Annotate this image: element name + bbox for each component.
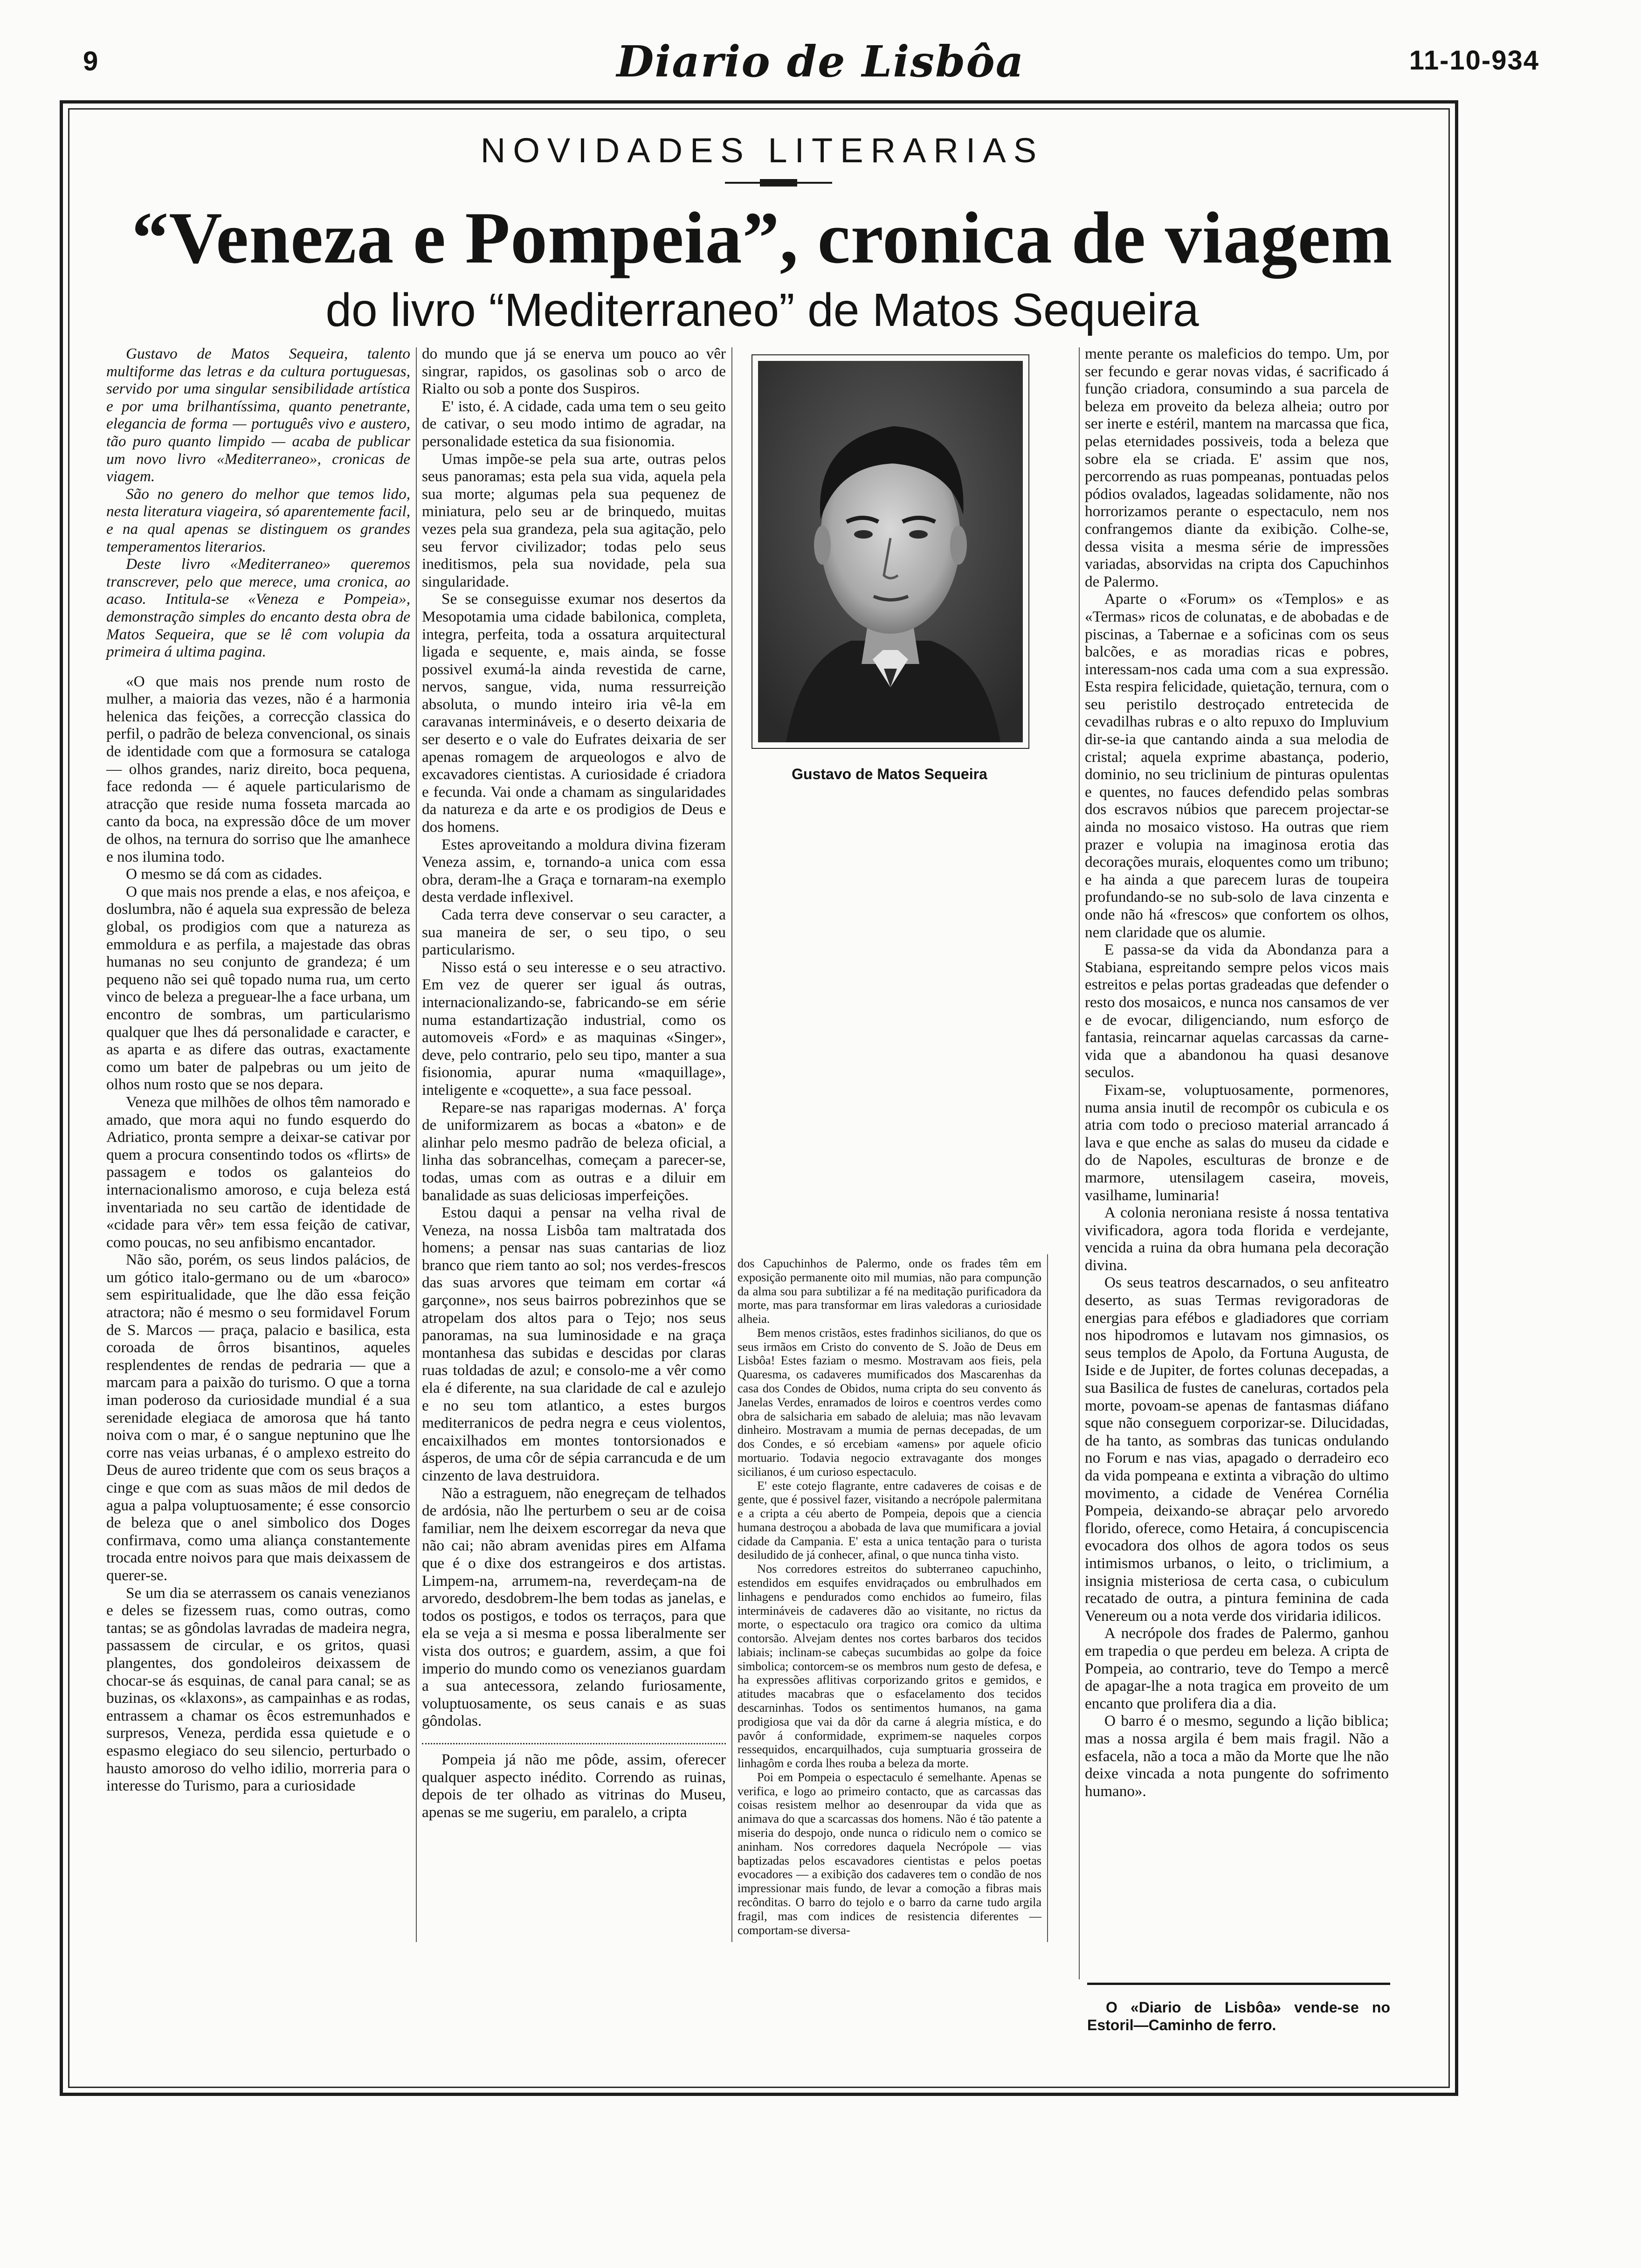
article-paragraph: A colonia neroniana resiste á nossa tentativa vivificadora, agora toda florida e verdejante, vencida a ruina da obra humana pela decoração divina.	[1085, 1204, 1389, 1274]
article-paragraph: Veneza que milhões de olhos têm namorado e amado, que mora aqui no fundo esquerdo do Adriatico, pronta sempre a deixar-se cativar por quem a procura consentindo todos os «flirts» de passagem e todos os galanteios do internacionalismo amoroso, e cuja beleza está inventariada no seu cartão de identidade de «cidade para vêr» tem essa feição de cativar, como poucas, no seu anfibismo encantador.	[106, 1093, 410, 1251]
article-column-1	[106, 345, 410, 1795]
column-rule	[1047, 1254, 1048, 1942]
issue-date: 11-10-934	[1409, 45, 1539, 76]
column-rule	[416, 347, 417, 1942]
article-paragraph: Repare-se nas raparigas modernas. A' força de uniformizarem as bocas a «baton» e de alinhar pelo mesmo padrão de beleza oficial, a linha das sobrancelhas, começam a parecer-se, todas, umas com as outras e a diluir em banalidade as suas deliciosas imperfeições.	[422, 1099, 726, 1204]
masthead: Diario de Lisbôa	[616, 36, 1025, 87]
column-4-body	[1085, 345, 1389, 1800]
subheadline: do livro “Mediterraneo” de Matos Sequeira	[325, 284, 1199, 336]
article-paragraph: São no genero do melhor que temos lido, nesta literatura viageira, só aparentemente facil, e na qual apenas se distinguem os grandes temperamentos literarios.	[106, 485, 410, 555]
article-paragraph: do mundo que já se enerva um pouco ao vêr singrar, rapidos, os gasolinas sob o arco de Rialto ou sob a ponte dos Suspiros.	[422, 345, 726, 398]
article-paragraph: Umas impõe-se pela sua arte, outras pelos seus panoramas; esta pela sua vida, aquela pela sua morte; algumas pela sua pequenez de miniatura, pelo seu ar de brinquedo, muitas vezes pela sua grandeza, pela sua agitação, pelo seu fervor civilizador; todas pelo seus ineditismos, pela sua novidade, pela sua singularidade.	[422, 450, 726, 590]
page-number: 9	[83, 46, 98, 76]
article-paragraph: Estes aproveitando a moldura divina fizeram Veneza assim, e, tornando-a unica com essa obra, deram-lhe a Graça e tornaram-na exemplo desta verdade inflexivel.	[422, 836, 726, 906]
article-paragraph: A necrópole dos frades de Palermo, ganhou em trapedia o que perdeu em beleza. A cripta de Pompeia, ao contrario, teve do Tempo a mercê de apagar-lhe a nota tragica em proveito de um encanto que prolifera dia a dia.	[1085, 1625, 1389, 1712]
column-3-body	[738, 1257, 1041, 1937]
article-paragraph: Pompeia já não me pôde, assim, oferecer qualquer aspecto inédito. Correndo as ruinas, depois de ter olhado as vitrinas do Museu, apenas se me sugeriu, em paralelo, a cripta	[422, 1750, 726, 1821]
column-rule	[1079, 347, 1080, 1979]
section-divider	[422, 1743, 726, 1751]
article-paragraph: Nisso está o seu interesse e o seu atractivo. Em vez de querer ser igual ás outras, internacionalizando-se, fabricando-se em série numa estandartização industrial, como os automoveis «Ford» e as maquinas «Singer», deve, pelo contrario, pelo seu tipo, manter a sua fisionomia, apurar numa «maquillage», inteligente e «coquette», a sua face pessoal.	[422, 958, 726, 1099]
kicker-ornament	[760, 179, 797, 187]
author-portrait	[758, 361, 1023, 742]
section-kicker: NOVIDADES LITERARIAS	[480, 131, 1044, 170]
article-paragraph: Se se conseguisse exumar nos desertos da Mesopotamia uma cidade babilonica, completa, integra, perfeita, toda a ossatura arquitectural ligada e sequente, e, mais ainda, se fosse possivel exumá-la ainda revestida de carne, nervos, sangue, vida, numa ressurreição absoluta, o mundo inteiro iria vê-la em caravanas intermináveis, e o deserto deixaria de ser deserto e o vale do Eufrates deixaria de ser apenas romagem de arqueologos e alvo de excavadores cientistas. A curiosidade é criadora e fecunda. Vai onde a chamam as singularidades da natureza e da arte e os prodigios de Deus e dos homens.	[422, 590, 726, 836]
article-paragraph: Não a estraguem, não enegreçam de telhados de ardósia, não lhe perturbem o seu ar de coisa familiar, nem lhe deixem escorregar da neva que não cai; não abram avenidas pires em Alfama que é o dixe dos estrangeiros e dos artistas. Limpem-na, arrumem-na, reverdeçam-na de arvoredo, desdobrem-lhe bem todas as janelas, e todos os postigos, e todos os terraços, para que ela se veja a si mesma e possa liberalmente ser vista dos outros; e guardem, assim, a que foi imperio do mundo como os venezianos guardam a sua antecessora, zelando furiosamente, voluptuosamente, os seus canais e as suas gôndolas.	[422, 1484, 726, 1730]
article-paragraph: Não são, porém, os seus lindos palácios, de um gótico italo-germano ou de um «baroco» sem espiritualidade, que lhe dão essa feição atractora; não é mesmo o seu formidavel Forum de S. Marcos — praça, palacio e basilica, esta coroada de ôrros bisantinos, aqueles resplendentes de rendas de pedraria — que a marcam para a paixão do turismo. O que a torna iman poderoso da curiosidade mundial é a sua serenidade elegiaca de amorosa que há tanto noiva com o mar, é o sangue neptunino que lhe corre nas veias urbanas, é o amplexo estreito do Deus de aureo tridente que com os seus braços a cinge e que com as suas mãos de mil dedos de agua a palpa voluptuosamente; é esse consorcio de beleza que o anel simbolico dos Doges confirmava, como uma aliança constantemente trocada entre noivos para que mais deixassem de querer-se.	[106, 1251, 410, 1584]
column-rule	[731, 347, 732, 1942]
article-paragraph: Gustavo de Matos Sequeira, talento multiforme das letras e da cultura portuguesas, servido por uma singular sensibilidade artística e por uma brilhantíssima, quanto penetrante, elegancia de forma — português vivo e austero, tão puro quanto limpido — acaba de publicar um novo livro «Mediterraneo», cronicas de viagem.	[106, 345, 410, 485]
article-paragraph: O que mais nos prende a elas, e nos afeiçoa, e doslumbra, não é aquela sua expressão de beleza global, os prodigios com que a natureza as emmoldura e as perfila, a majestade das obras humanas no seu conjunto de grandeza; é um pequeno não sei quê topado numa rua, um certo vinco de beleza a preguear-lhe a face urbana, um encontro de sombras, um particularismo qualquer que lhes dá personalidade e caracter, e as aparta e as difere das outras, exactamente como um bater de palpebras ou um jeito de olhos num rosto que se nos depara.	[106, 883, 410, 1093]
article-column-3	[738, 1257, 1041, 1937]
headline: “Veneza e Pompeia”, cronica de viagem	[131, 197, 1393, 279]
article-paragraph: E passa-se da vida da Abondanza para a Stabiana, espreitando sempre pelos vicos mais estreitos e pelas portas gradeadas que defender o resto dos mosaicos, e nunca nos cansamos de ver e de evocar, diligenciando, num esforço de fantasia, reincarnar aquelas carcassas da carne-vida que a abandonou ha quasi desanove seculos.	[1085, 941, 1389, 1081]
article-paragraph: Deste livro «Mediterraneo» queremos transcrever, pelo que merece, uma cronica, ao acaso. Intitula-se «Veneza e Pompeia», demonstração simples do encanto desta obra de Matos Sequeira, que se lê com volupia da primeira á ultima pagina.	[106, 555, 410, 661]
photo-caption: Gustavo de Matos Sequeira	[792, 766, 987, 782]
sales-notice: O «Diario de Lisbôa» vende-se no Estoril—Caminho de ferro.	[1087, 1999, 1390, 2033]
column-2-body	[422, 345, 726, 1821]
article-paragraph: Os seus teatros descarnados, o seu anfiteatro deserto, as suas Termas revigoradoras de energias para efébos e gladiadores que corriam nos hipodromos e lutavam nos gimnasios, os seus templos de Apolo, da Fortuna Augusta, de Iside e de Jupiter, de fortes colunas decepadas, a sua Basilica de fustes de caneluras, cortados pela morte, povoam-se apenas de fantasmas diáfano sque não conseguem corporizar-se. Dilucidadas, de ha tanto, as sombras das tunicas ondulando no Forum e nas vias, apagado o derradeiro eco da vida pompeana e extinta a vibração do ultimo movimento, a cidade de Venérea Cornélia Pompeia, deixando-se abraçar pelo arvoredo florido, oferece, como Hetaira, á concupiscencia evocadora dos olhos de agora todos os seus intimismos urbanos, o leito, o triclimium, a insignia misteriosa de certa casa, o cubiculum recatado de outra, a pintura feminina de cada Venereum ou a nota verde dos viridaria idilicos.	[1085, 1274, 1389, 1625]
notice-rule	[1087, 1983, 1390, 1985]
article-column-2	[422, 345, 726, 1821]
article-paragraph: mente perante os maleficios do tempo. Um, por ser fecundo e gerar novas vidas, é sacrificado á função criadora, consumindo a sua parcela de beleza em proveito da beleza alheia; outro por ser inerte e estéril, mantem na marcassa que fica, pelas eternidades possiveis, toda a beleza que sobre ela se criada. E' assim que nos, percorrendo as ruas pompeanas, pontuadas pelos pódios ovalados, lageadas solidamente, não nos horrorizamos perante o espectaculo, nem nos confrangemos diante da exibição. Colhe-se, dessa visita a mesma série de impressões variadas, absorvidas na cripta dos Capuchinhos de Palermo.	[1085, 345, 1389, 590]
article-paragraph: Estou daqui a pensar na velha rival de Veneza, na nossa Lisbôa tam maltratada dos homens; a pensar nas suas cantarias de lioz branco que riem tanto ao sol; nos verdes-frescos das suas arvores que teimam em cortar «á garçonne», nos seus bairros pobrezinhos que se atropelam dos altos para o Tejo; nos seus panoramas, na sua luminosidade e na graça montanhesa das subidas e descidas por claras ruas toldadas de azul; e consolo-me a vêr como ela é diferente, na sua claridade de cal e azulejo e no seu tom atlantico, a estes burgos mediterranicos de pedra negra e ceus violentos, encaixilhados em montes tontorsionados e ásperos, de uma côr de sépia carrancuda e de um cinzento de lava destruidora.	[422, 1204, 726, 1484]
article-paragraph: Poi em Pompeia o espectaculo é semelhante. Apenas se verifica, e logo ao primeiro contacto, que as carcassas das coisas resistem melhor ao desenroupar da vida que as animava do que a scarcassas dos homens. Não é tão patente a miseria do despojo, onde nunca o ridiculo nem o comico se aninham. Nos corredores daquela Necrópole — vias baptizadas pelos escavadores cientistas e pelos poetas evocadores — a exibição dos cadaveres tem o condão de nos impressionar mais fundo, de levar a comoção a fibras mais recônditas. O barro do tejolo e o barro da carne tudo argila fragil, mas com indices de resistencia diferentes — comportam-se diversa-	[738, 1770, 1041, 1937]
article-paragraph: Nos corredores estreitos do subterraneo capuchinho, estendidos em esquifes envidraçados ou embrulhados em linhagens e pendurados como enchidos ao fumeiro, filas intermináveis de cadaveres dão ao visitante, no rictus da morte, o espectaculo ora tragico ora comico da ultima contorsão. Alvejam dentes nos cortes barbaros dos tecidos labiais; inclinam-se cabeças sucumbidas ao golpe da foice simbolica; contorcem-se os membros num gesto de defesa, e ha expressões aflitivas corporizando gritos e gemidos, e atitudes macabras que o esfacelamento dos tecidos descarninhas. Todos os sentimentos humanos, na gama prodigiosa que vai da dôr da carne á alegria mística, e do pavôr á conformidade, exprimem-se naqueles corpos ressequidos, encarquilhados, cuja sumptuaria grosseira de linhagôm e corda lhes rouba a beleza da morte.	[738, 1562, 1041, 1770]
article-paragraph: O barro é o mesmo, segundo a lição biblica; mas a nossa argila é bem mais fragil. Não a esfacela, não a toca a mão da Morte que lhe não deixe vincada a nota pungente do sofrimento humano».	[1085, 1712, 1389, 1800]
article-paragraph: E' este cotejo flagrante, entre cadaveres de coisas e de gente, que é possivel fazer, visitando a necrópole palermitana e a cripta a céu aberto de Pompeia, depois que a ciencia humana destroçou a abobada de lava que mumificara a jovial cidade da Campania. E' esta a unica tentação para o turista desiludido de já conhecer, afinal, o que nunca tinha visto.	[738, 1479, 1041, 1562]
article-paragraph: Aparte o «Forum» os «Templos» e as «Termas» ricos de colunatas, e de abobadas e de piscinas, a Tabernae e a soficinas com os seus balcões, e as moradias ricas e pobres, interessam-nos cada uma com a sua expressão. Esta respira felicidade, quietação, ternura, com o seu peristilo destroçado entretecida de cevadilhas rubras e o alto repuxo do Impluvium dir-se-ia que cantando ainda a sua melodia de cristal; aquela exprime abastança, poderio, dominio, no seu triclinium de pinturas opulentas e quentes, no fauces defendido pelas sombras dos escravos núbios que parecem projectar-se ainda no mosaico vistoso. Ha outras que riem prazer e volupia na imaginosa erotia das decorações murais, eloquentes como um tribuno; e ha ainda a que parecem luras de toupeira profundando-se no sub-solo de lava cinzenta e onde não há «frescos» que confortem os olhos, nem claridade que os alumie.	[1085, 590, 1389, 941]
column-1-body	[106, 673, 410, 1795]
article-paragraph: dos Capuchinhos de Palermo, onde os frades têm em exposição permanente oito mil mumias, não para compunção da alma sou para subtilizar a fé na meditação purificadora da morte, mas para transformar em liras valedoras a curiosidade alheia.	[738, 1257, 1041, 1326]
article-column-4	[1085, 345, 1389, 1800]
article-paragraph: «O que mais nos prende num rosto de mulher, a maioria das vezes, não é a harmonia helenica das feições, a correcção classica do perfil, o padrão de beleza convencional, os sinais de identidade com que a formosura se cataloga — olhos grandes, nariz direito, boca pequena, face redonda — é aquele particularismo de atracção que reside numa fosseta marcada ao canto da boca, na expressão dôce de um mover de olhos, na ternura do sorriso que lhe amanhece e nos ilumina todo.	[106, 672, 410, 865]
article-intro	[106, 345, 410, 661]
article-paragraph: Bem menos cristãos, estes fradinhos sicilianos, do que os seus irmãos em Cristo do convento de S. João de Deus em Lisbôa! Estes faziam o mesmo. Mostravam aos fieis, pela Quaresma, os cadaveres mumificados dos Mascarenhas da casa dos Condes de Obidos, numa cripta do seu convento ás Janelas Verdes, enramados de loiros e coentros verdes como obra de salsicharia em sabado de aleluia; mas não levavam dinheiro. Mostravam a mumia de pernas decepadas, de um dos Condes, e só ercebiam «amens» por aquele oficio mortuario. Todavia negocio extravagante dos monges sicilianos, é um curioso espectaculo.	[738, 1326, 1041, 1479]
article-paragraph: Fixam-se, voluptuosamente, pormenores, numa ansia inutil de recompôr os cubicula e os atria com todo o precioso material arrancado á lava e que enche as salas do museu da cidade e do de Napoles, esculturas de bronze e de marmore, utensilagem caseira, moveis, vasilhame, luminaria!	[1085, 1081, 1389, 1204]
article-paragraph: E' isto, é. A cidade, cada uma tem o seu geito de cativar, o seu modo intimo de agradar, na personalidade estetica da sua fisionomia.	[422, 397, 726, 450]
article-paragraph: Cada terra deve conservar o seu caracter, a sua maneira de ser, o seu tipo, o seu particularismo.	[422, 906, 726, 959]
article-paragraph: O mesmo se dá com as cidades.	[126, 865, 323, 883]
article-paragraph: Se um dia se aterrassem os canais venezianos e deles se fizessem ruas, como outras, como tantas; se as gôndolas lavradas de madeira negra, passassem de circular, e os gritos, quasi plangentes, dos gondoleiros deixassem de chocar-se ás esquinas, de canal para canal; se as buzinas, os «klaxons», as campainhas e as rodas, entrassem a chamar os êcos estremunhados e surpresos, Veneza, perdida essa quietude e o espasmo elegiaco do seu silencio, perturbado o hausto amoroso do velho idilio, morreria para o interesse do Turismo, para a curiosidade	[106, 1584, 410, 1795]
